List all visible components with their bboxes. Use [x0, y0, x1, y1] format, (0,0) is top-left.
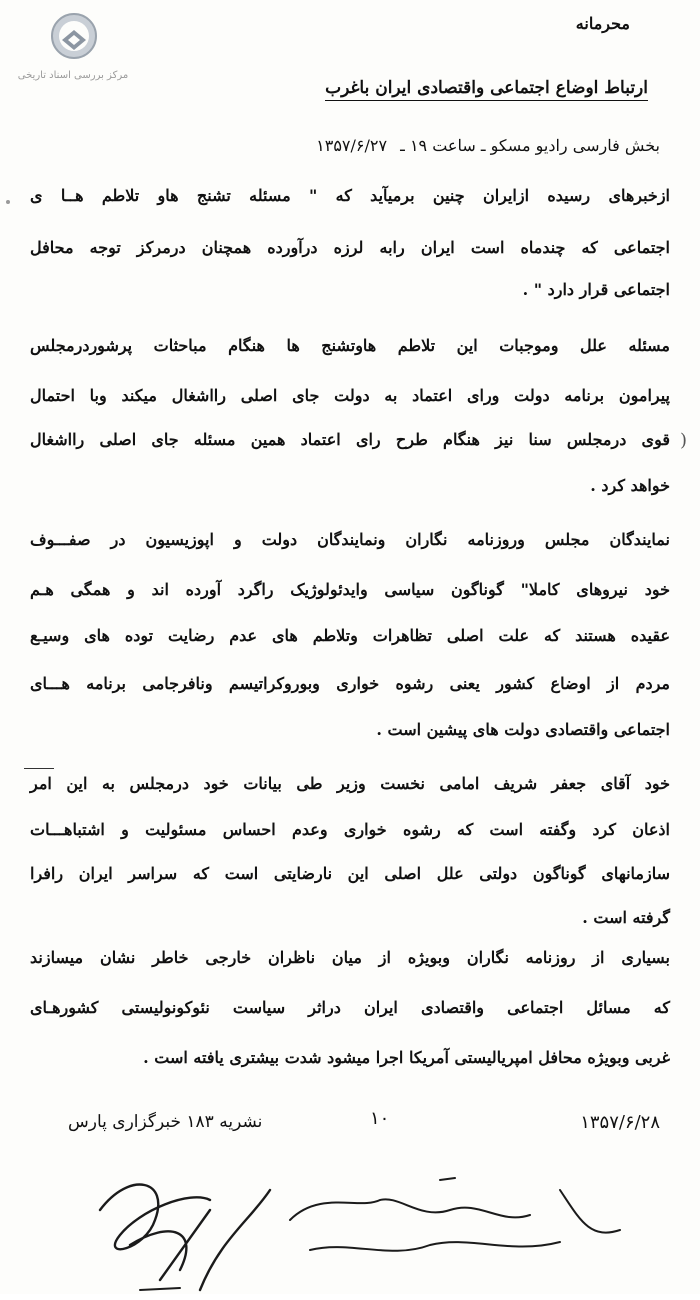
scan-speck	[6, 200, 10, 204]
margin-rule	[24, 768, 54, 769]
body-line: اذعان کرد وگفته است که رشوه خواری وعدم احساس مسئولیت و اشتباهـــات	[30, 820, 670, 839]
body-line: خواهد کرد .	[590, 476, 670, 495]
body-line: قوی درمجلس سنا نیز هنگام طرح رای اعتماد همین مسئله جای اصلی رااشغال	[30, 430, 670, 449]
document-subject: ارتباط اوضاع اجتماعی واقتصادی ایران باغرب	[325, 78, 648, 101]
body-line: نمایندگان مجلس وروزنامه نگاران ونمایندگان دولت و اپوزیسیون در صفـــوف	[30, 530, 670, 549]
classification-label: محرمانه	[575, 14, 630, 33]
archive-logo	[8, 10, 138, 90]
source-line	[316, 136, 660, 155]
logo-caption: مرکز بررسی اسناد تاریخی	[17, 70, 129, 81]
footer-issue: نشریه ۱۸۳ خبرگزاری پارس	[68, 1112, 263, 1132]
footer-date: ۱۳۵۷/۶/۲۸	[580, 1112, 660, 1133]
body-line: ازخبرهای رسیده ازایران چنین برمیآید که " مسئله تشنج هاو تلاطم هــا ی	[30, 186, 670, 205]
body-line: که مسائل اجتماعی واقتصادی ایران دراثر سیاست نئوکونولیستی کشورهـای	[30, 998, 670, 1017]
page-number: ۱۰	[370, 1108, 390, 1129]
body-line: سازمانهای گوناگون دولتی علل اصلی این نارضایتی است که سراسر ایران رافرا	[30, 864, 670, 883]
body-line: پیرامون برنامه دولت ورای اعتماد به دولت جای اصلی رااشغال میکند وبا احتمال	[30, 386, 670, 405]
body-line: عقیده هستند که علت اصلی تظاهرات وتلاطم های عدم رضایت توده های وسیـع	[30, 626, 670, 645]
body-line: بسیاری از روزنامه نگاران وبویژه از میان ناظران خارجی خاطر نشان میسازند	[30, 948, 670, 967]
body-line: اجتماعی واقتصادی دولت های پیشین است .	[376, 720, 670, 739]
handwritten-signature	[60, 1150, 660, 1300]
body-line: اجتماعی که چندماه است ایران رابه لرزه درآورده همچنان درمرکز توجه محافل	[30, 238, 671, 257]
source-label: بخش فارسی رادیو مسکو ـ ساعت ۱۹ ـ	[400, 136, 660, 155]
body-line: خود آقای جعفر شریف امامی نخست وزیر طی بیانات خود درمجلس به این امر	[30, 774, 670, 793]
margin-mark: )	[680, 430, 688, 451]
body-line: مردم از اوضاع کشور یعنی رشوه خواری وبوروکراتیسم ونافرجامی برنامه هـــای	[30, 674, 670, 693]
body-line: خود نیروهای کاملا" گوناگون سیاسی وایدئولوژیک راگرد آورده اند و همگی هـم	[30, 580, 670, 599]
body-line: مسئله علل وموجبات این تلاطم هاوتشنج ها هنگام مباحثات پرشوردرمجلس	[30, 336, 670, 355]
archive-emblem-icon	[50, 10, 98, 66]
source-date: ۱۳۵۷/۶/۲۷	[316, 136, 388, 155]
body-line: گرفته است .	[582, 908, 670, 927]
body-line: اجتماعی قرار دارد " .	[522, 280, 670, 299]
body-line: غربی وبویژه محافل امپریالیستی آمریکا اجرا میشود شدت بیشتری یافته است .	[143, 1048, 670, 1067]
